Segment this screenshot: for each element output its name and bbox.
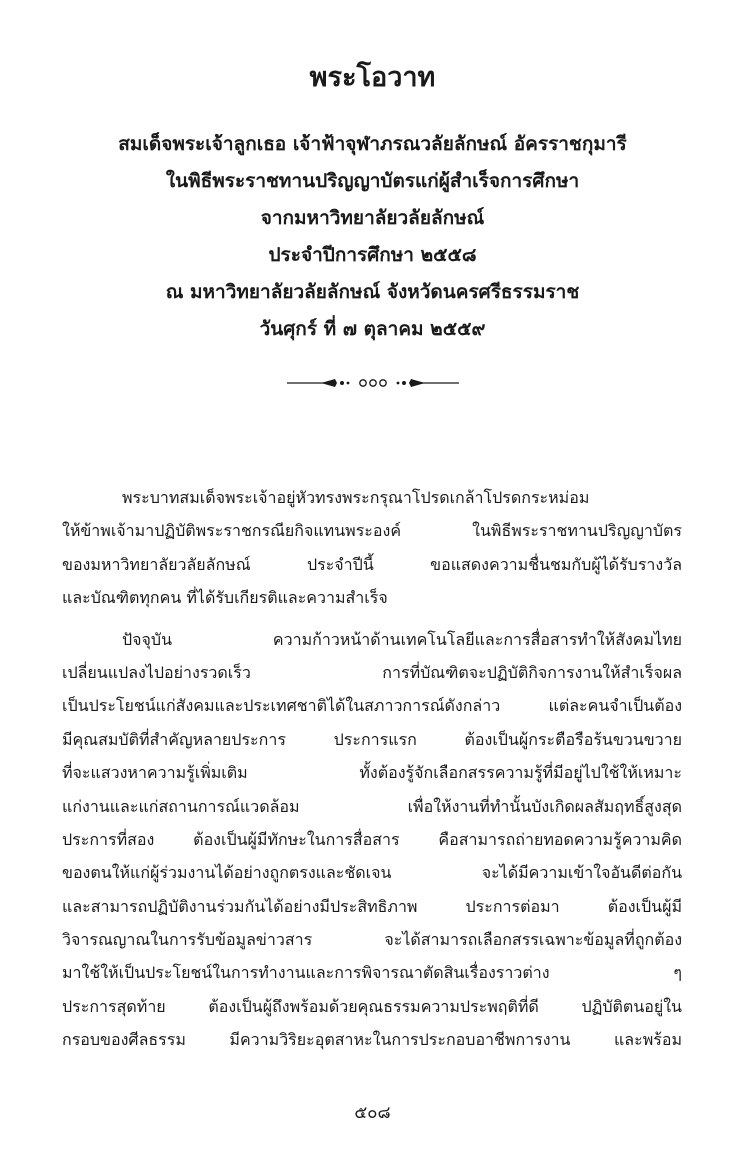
- text-line: ของมหาวิทยาลัยวลัยลักษณ์ ประจำปีนี้ ขอแสดงความชื่นชมกับผู้ได้รับรางวัล: [62, 554, 682, 574]
- text-line: และสามารถปฏิบัติงานร่วมกันได้อย่างมีประสิทธิภาพ ประการต่อมา ต้องเป็นผู้มี: [62, 896, 682, 916]
- decorative-divider-icon: [287, 373, 459, 393]
- text-line: มาใช้ให้เป็นประโยชน์ในการทำงานและการพิจารณาตัดสินเรื่องราวต่าง ๆ: [62, 963, 682, 983]
- text-line: ที่จะแสวงหาความรู้เพิ่มเติม ทั้งต้องรู้จักเลือกสรรความรู้ที่มีอยู่ไปใช้ให้เหมาะ: [62, 763, 682, 783]
- text-line: แก่งานและแก่สถานการณ์แวดล้อม เพื่อให้งานที่ทำนั้นบังเกิดผลสัมฤทธิ์สูงสุด: [62, 796, 682, 816]
- text-line: เปลี่ยนแปลงไปอย่างรวดเร็ว การที่บัณฑิตจะปฏิบัติกิจการงานให้สำเร็จผล: [62, 662, 682, 682]
- text-line: มีคุณสมบัติที่สำคัญหลายประการ ประการแรก ต้องเป็นผู้กระตือรือร้นขวนขวาย: [62, 729, 682, 749]
- header-line-date: วันศุกร์ ที่ ๗ ตุลาคม ๒๕๕๙: [259, 318, 486, 340]
- text-line: ประการสุดท้าย ต้องเป็นผู้ถึงพร้อมด้วยคุณธรรมความประพฤติที่ดี ปฏิบัติตนอยู่ใน: [62, 996, 682, 1016]
- header-line-university: จากมหาวิทยาลัยวลัยลักษณ์: [260, 207, 485, 229]
- header-block: [0, 126, 745, 348]
- text-line: ประการที่สอง ต้องเป็นผู้มีทักษะในการสื่อสาร คือสามารถถ่ายทอดความรู้ความคิด: [62, 829, 682, 849]
- text-line: และบัณฑิตทุกคน ที่ได้รับเกียรติและความสำเร็จ: [62, 588, 388, 608]
- text-line: ปัจจุบัน ความก้าวหน้าด้านเทคโนโลยีและการสื่อสารทำให้สังคมไทย: [122, 629, 682, 649]
- paragraph-1: [62, 481, 682, 615]
- header-line-location: ณ มหาวิทยาลัยวลัยลักษณ์ จังหวัดนครศรีธรรมราช: [165, 281, 580, 303]
- text-line: ให้ข้าพเจ้ามาปฏิบัติพระราชกรณียกิจแทนพระองค์ ในพิธีพระราชทานปริญญาบัตร: [62, 521, 682, 541]
- paragraph-2: [62, 623, 682, 1057]
- speech-body: [62, 481, 682, 1057]
- page-title: พระโอวาท: [309, 62, 436, 93]
- header-line-royal-title: สมเด็จพระเจ้าลูกเธอ เจ้าฟ้าจุฬาภรณวลัยลักษณ์ อัครราชกุมารี: [118, 133, 627, 155]
- text-line: พระบาทสมเด็จพระเจ้าอยู่หัวทรงพระกรุณาโปรดเกล้าโปรดกระหม่อม: [122, 488, 590, 507]
- text-line: เป็นประโยชน์แก่สังคมและประเทศชาติได้ในสภาวการณ์ดังกล่าว แต่ละคนจำเป็นต้อง: [62, 696, 682, 716]
- text-line: ของตนให้แก่ผู้ร่วมงานได้อย่างถูกตรงและชัดเจน จะได้มีความเข้าใจอันดีต่อกัน: [62, 863, 682, 883]
- header-line-ceremony: ในพิธีพระราชทานปริญญาบัตรแก่ผู้สำเร็จการศึกษา: [165, 170, 580, 192]
- page-number: ๕๐๘: [354, 1103, 391, 1123]
- text-line: กรอบของศีลธรรม มีความวิริยะอุตสาหะในการประกอบอาชีพการงาน และพร้อม: [62, 1030, 682, 1050]
- header-line-academic-year: ประจำปีการศึกษา ๒๕๕๘: [268, 244, 477, 266]
- text-line: วิจารณญาณในการรับข้อมูลข่าวสาร จะได้สามารถเลือกสรรเฉพาะข้อมูลที่ถูกต้อง: [62, 930, 682, 950]
